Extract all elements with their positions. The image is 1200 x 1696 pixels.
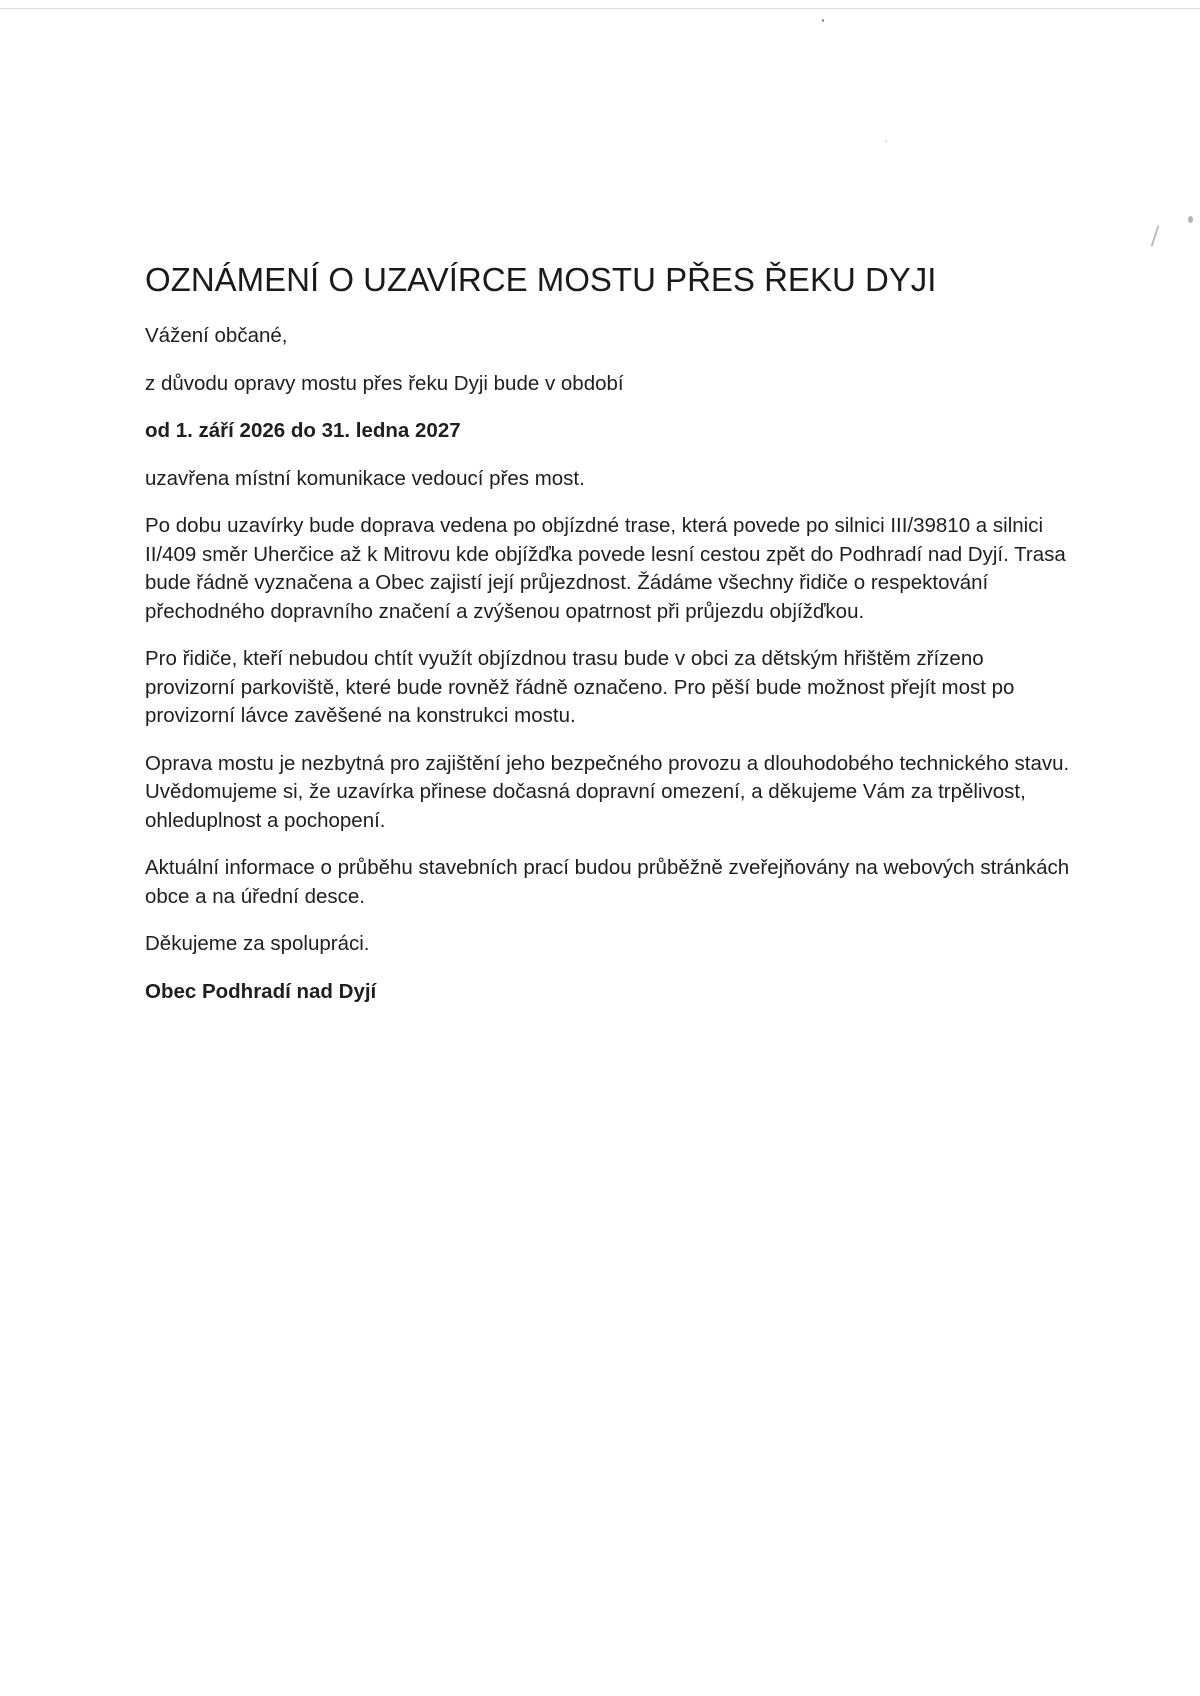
closure-text: uzavřena místní komunikace vedoucí přes most. (145, 466, 585, 490)
information-paragraph: Aktuální informace o průběhu stavebních prací budou průběžně zveřejňovány na webových stránkách obce a na úřední desce. (145, 856, 1070, 908)
parking-paragraph: Pro řidiče, kteří nebudou chtít využít objízdnou trasu bude v obci za dětským hřištěm zřízeno provizorní parkoviště, které bude rovněž řádně označeno. Pro pěší bude možnost přejít most po provizorní lávce zavěšené na konstrukci mostu. (145, 647, 1015, 727)
margin-pen-mark (1151, 225, 1160, 247)
reason-paragraph: Oprava mostu je nezbytná pro zajištění jeho bezpečného provozu a dlouhodobého technického stavu. Uvědomujeme si, že uzavírka přinese dočasná dopravní omezení, a děkujeme Vám za trpělivost, ohleduplnost a pochopení. (145, 751, 1070, 832)
notice-title: OZNÁMENÍ O UZAVÍRCE MOSTU PŘES ŘEKU DYJI (145, 261, 937, 298)
greeting: Vážení občané, (145, 324, 288, 347)
thanks-text: Děkujeme za spolupráci. (145, 932, 370, 955)
intro-text: z důvodu opravy mostu přes řeku Dyji bude v období (145, 371, 624, 395)
scan-speck (1188, 216, 1193, 223)
signature: Obec Podhradí nad Dyjí (145, 979, 377, 1003)
scan-speck (822, 19, 824, 22)
closure-period: od 1. září 2026 do 31. ledna 2027 (145, 419, 461, 442)
scan-edge-line (0, 8, 1200, 9)
scan-speck (885, 140, 887, 142)
detour-paragraph: Po dobu uzavírky bude doprava vedena po objízdné trase, která povede po silnici III/39810 a silnici II/409 směr Uherčice až k Mitrovu kde objížďka povede lesní cestou zpět do Podhradí nad Dyjí. Trasa bude řádně vyznačena a Obec zajistí její průjezdnost. Žádáme všechny řidiče o respektování přechodného dopravního značení a zvýšenou opatrnost při průjezdu objížďkou. (145, 514, 1066, 623)
notice-body (145, 258, 1075, 1025)
